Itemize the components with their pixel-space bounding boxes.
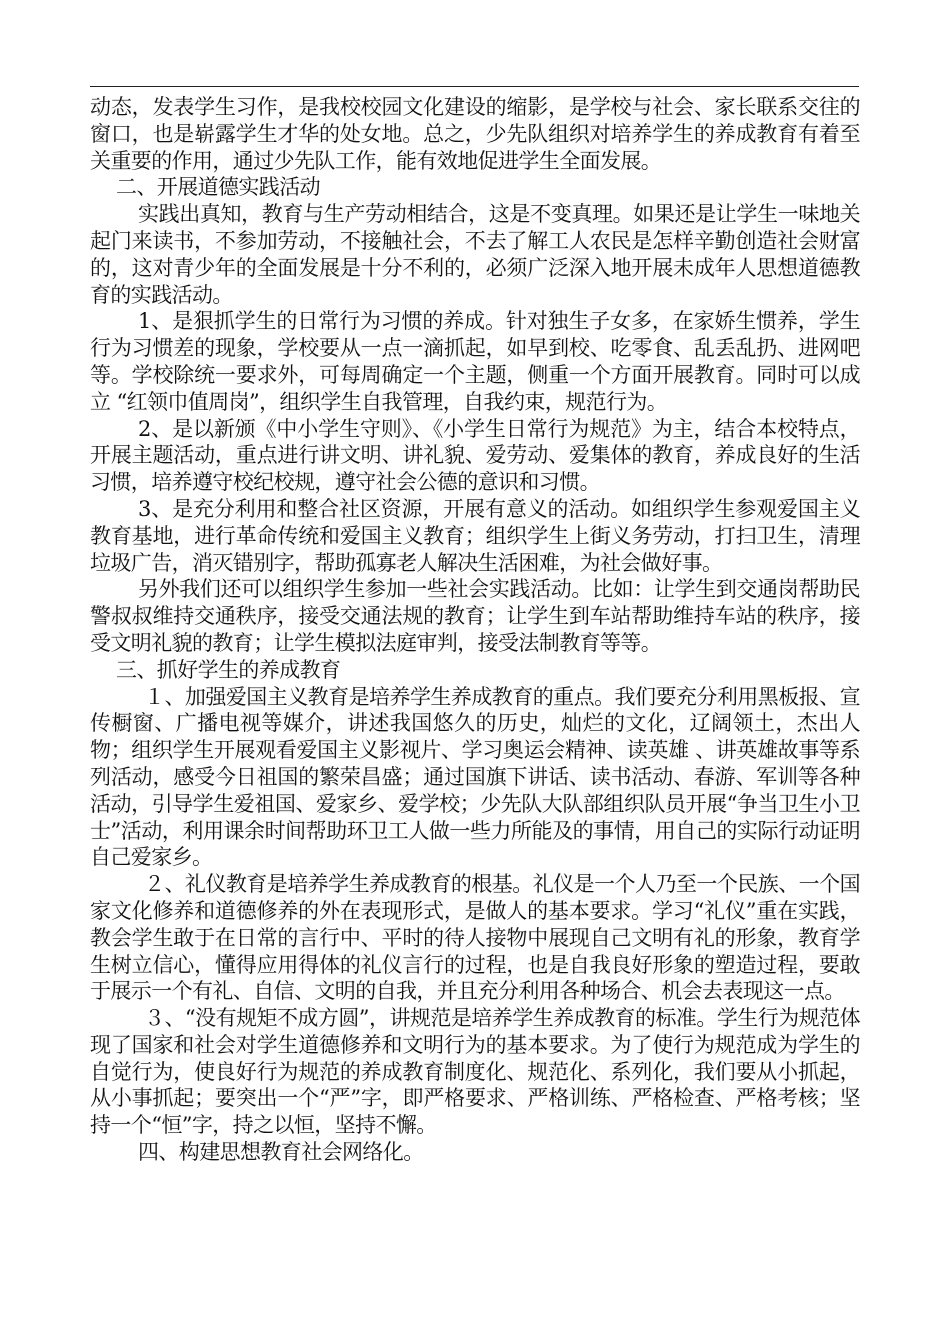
paragraph-additional: 另外我们还可以组织学生参加一些社会实践活动。比如：让学生到交通岗帮助民警叔叔维持交通秩序，接受交通法规的教育；让学生到车站帮助维持车站的秩序，接受文明礼貌的教育；让学生模拟法庭审判，接受法制教育等等。 bbox=[90, 577, 860, 655]
paragraph-intro: 动态，发表学生习作，是我校校园文化建设的缩影，是学校与社会、家长联系交往的窗口，也是崭露学生才华的处女地。总之，少先队组织对培养学生的养成教育有着至关重要的作用，通过少先队工作，能有效地促进学生全面发展。 bbox=[90, 95, 860, 173]
paragraph-etiquette: ２、礼仪教育是培养学生养成教育的根基。礼仪是一个人乃至一个民族、一个国家文化修养和道德修养的外在表现形式，是做人的基本要求。学习“礼仪”重在实践，教会学生敢于在日常的言行中、平时的待人接物中展现自己文明有礼的形象，教育学生树立信心，懂得应用得体的礼仪言行的过程，也是自我良好形象的塑造过程，要敢于展示一个有礼、自信、文明的自我，并且充分利用各种场合、机会去表现这一点。 bbox=[90, 872, 860, 1004]
section-heading-3: 三、抓好学生的养成教育 bbox=[116, 657, 341, 682]
paragraph-practice: 实践出真知，教育与生产劳动相结合，这是不变真理。如果还是让学生一味地关起门来读书，不参加劳动，不接触社会，不去了解工人农民是怎样辛勤创造社会财富的，这对青少年的全面发展是十分不利的，必须广泛深入地开展未成年人思想道德教育的实践活动。 bbox=[90, 202, 860, 307]
header-rule bbox=[90, 86, 859, 87]
paragraph-item-3: 3、是充分利用和整合社区资源，开展有意义的活动。如组织学生参观爱国主义教育基地，进行革命传统和爱国主义教育；组织学生上街义务劳动，打扫卫生，清理垃圾广告，消灭错别字，帮助孤寡老人解决生活困难，为社会做好事。 bbox=[90, 496, 860, 575]
section-heading-4: 四、构建思想教育社会网络化。 bbox=[138, 1140, 424, 1165]
section-heading-2: 二、开展道德实践活动 bbox=[116, 175, 320, 200]
paragraph-item-2: 2、是以新颁《中小学生守则》、《小学生日常行为规范》为主，结合本校特点，开展主题活动，重点进行讲文明、讲礼貌、爱劳动、爱集体的教育，养成良好的生活习惯，培养遵守校纪校规，遵守社会公德的意识和习惯。 bbox=[90, 416, 860, 495]
paragraph-norms: ３、“没有规矩不成方圆”，讲规范是培养学生养成教育的标准。学生行为规范体现了国家和社会对学生道德修养和文明行为的基本要求。为了使行为规范成为学生的自觉行为，使良好行为规范的养成教育制度化、规范化、系列化，我们要从小抓起，从小事抓起；要突出一个“严”字，即严格要求、严格训练、严格检查、严格考核；坚持一个“恒”字，持之以恒，坚持不懈。 bbox=[90, 1006, 860, 1138]
paragraph-item-1: 1、是狠抓学生的日常行为习惯的养成。针对独生子女多，在家娇生惯养，学生行为习惯差的现象，学校要从一点一滴抓起，如早到校、吃零食、乱丢乱扔、进网吧等。学校除统一要求外，可每周确定一个主题，侧重一个方面开展教育。同时可以成立 “红领巾值周岗”，组织学生自我管理，自我约束，规范行为。 bbox=[90, 309, 860, 414]
document-body bbox=[90, 94, 860, 1166]
paragraph-patriotism: １、加强爱国主义教育是培养学生养成教育的重点。我们要充分利用黑板报、宣传橱窗、广播电视等媒介，讲述我国悠久的历史，灿烂的文化，辽阔领土，杰出人物；组织学生开展观看爱国主义影视片、学习奥运会精神、读英雄 、讲英雄故事等系列活动，感受今日祖国的繁荣昌盛；通过国旗下讲话、读书活动、春游、军训等各种活动，引导学生爱祖国、爱家乡、爱学校；少先队大队部组织队员开展“争当卫生小卫士”活动，利用课余时间帮助环卫工人做一些力所能及的事情，用自己的实际行动证明自己爱家乡。 bbox=[90, 684, 860, 870]
